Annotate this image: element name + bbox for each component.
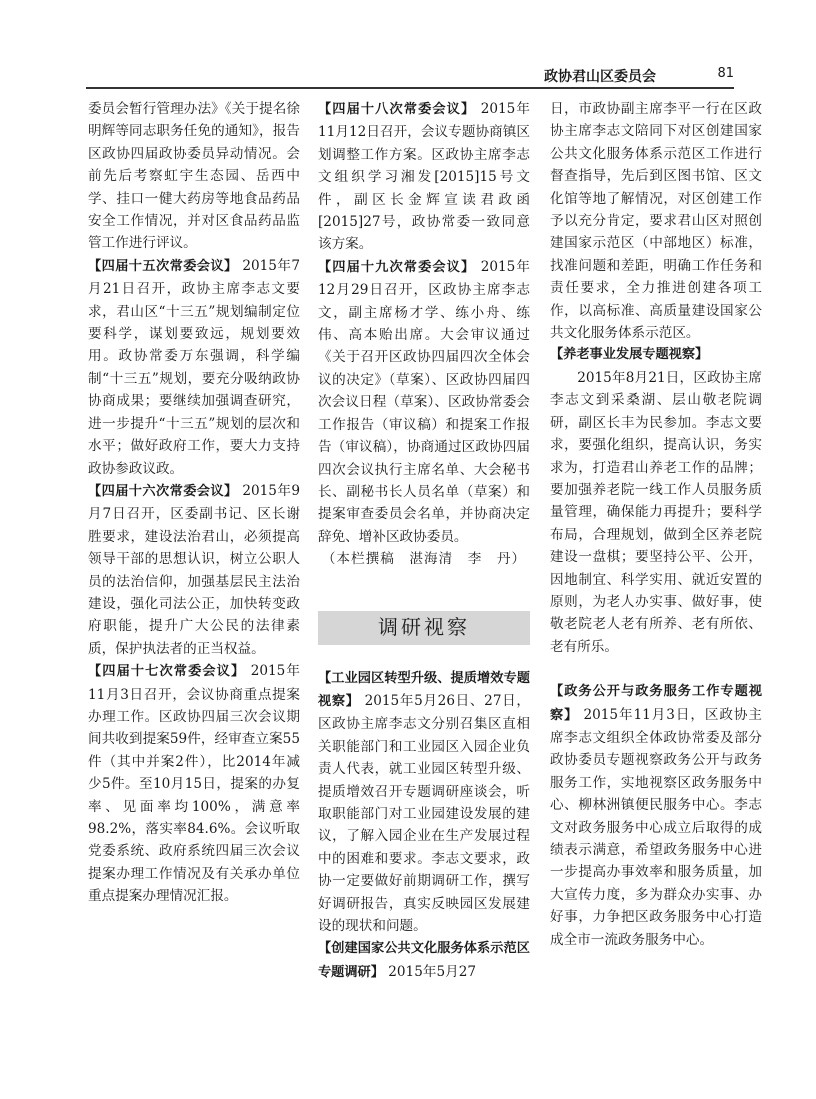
section-title: 调研视察 (318, 611, 530, 645)
article-item (88, 480, 300, 660)
item-text: 2015年5月26日、27日，区政协主席李志文分别召集区直相关职能部门和工业园区入园企业负责人代表，就工业园区转型升级、提质增效召开专题调研座谈会，听取职能部门对工业园建设发展的建议，了解入园企业在生产发展过程中的困难和要求。李志文要求，政协一定要做好前期调研工作，撰写好调研报告，真实反映园区发展建设的现状和问题。 (318, 692, 530, 934)
item-heading: 【四届十九次常委会议】 (318, 259, 476, 275)
column-right (550, 98, 762, 951)
article-item (318, 98, 530, 256)
item-text: 2015年8月21日，区政协主席李志文到采桑湖、层山敬老院调研，副区长丰为民参加。李志文要求，要强化组织，提高认识，务实求为，打造君山养老工作的品牌；要加强养老院一线工作人员服务质量管理，确保能力再提升；要科学布局，合理规划，做到全区养老院建设一盘棋；要坚持公平、公开，因地制宜、科学实用、就近安置的原则，为老人办实事、做好事，使敬老院老人老有所养、老有所依、老有所乐。 (550, 369, 762, 655)
page-number: 81 (717, 66, 734, 81)
article-item (318, 937, 530, 984)
item-heading: 【四届十八次常委会议】 (318, 102, 476, 117)
item-text: 2015年11月12日召开，会议专题协商镇区划调整工作方案。区政协主席李志文组织学习湘发[2015]15号文件，副区长金辉宣读君政函[2015]27号，政协常委一致同意该方案。 (318, 101, 530, 253)
author-credit: （本栏撰稿 湛海清 李 丹） (321, 551, 527, 568)
article-item (88, 660, 300, 907)
item-heading: 【四届十六次常委会议】 (88, 483, 238, 499)
intro-paragraph: 委员会暂行管理办法》《关于提名徐明辉等同志职务任免的通知》，报告区政协四届政协委员异动情况。会前先后考察虹宇生态园、岳西中学、挂口一健大药房等地食品药品安全工作情况，并对区食品药品监管工作进行评议。 (88, 101, 300, 252)
item-text: 2015年11月3日召开，会议协商重点提案办理工作。区政协四届三次会议期间共收到提案59件，经审查立案55件（其中并案2件），比2014年减少5件。至10月15日，提案的办复率、见面率均100%，满意率98.2%，落实率84.6%。会议听取党委系统、政府系统四届三次会议提案办理工作情况及有关承办单位重点提案办理情况汇报。 (88, 663, 300, 905)
page-header (86, 62, 734, 84)
item-heading: 【工业园区转型升级、提质增效专题视察】 (318, 670, 530, 709)
item-heading: 【政务公开与政务服务工作专题视察】 (550, 684, 762, 723)
article-item (550, 680, 762, 951)
running-title: 政协君山区委员会 (544, 69, 656, 85)
item-heading: 【四届十五次常委会议】 (88, 258, 238, 274)
column-middle (318, 98, 530, 984)
article-item (318, 667, 530, 938)
article-item (88, 255, 300, 480)
item-text: 2015年5月27 (383, 963, 476, 980)
header-rule (86, 87, 734, 89)
item-text: 2015年9月7日召开，区委副书记、区长谢胜要求，建设法治君山，必须提高领导干部的思想认识，树立公职人员的法治信仰，加强基层民主法治建设，强化司法公正，加快转变政府职能，提升广大公民的法律素质，保护执法者的正当权益。 (88, 482, 300, 657)
continuation-paragraph: 日，市政协副主席李平一行在区政协主席李志文陪同下对区创建国家公共文化服务体系示范区工作进行督查指导，先后到区图书馆、区文化馆等地了解情况，对区创建工作予以充分肯定，要求君山区对照创建国家示范区（中部地区）标准，找准问题和差距，明确工作任务和责任要求，全力推进创建各项工作，以高标准、高质量建设国家公共文化服务体系示范区。 (550, 101, 762, 342)
item-text: 2015年12月29日召开，区政协主席李志文，副主席杨才学、练小舟、练伟、高本贻出席。大会审议通过《关于召开区政协四届四次全体会议的决定》（草案）、区政协四届四次会议日程（草案）、区政协常委会工作报告（审议稿）和提案工作报告（审议稿），协商通过区政协四届四次会议执行主席名单、大会秘书长、副秘书长人员名单（草案）和提案审查委员会名单，并协商决定辞免、增补区政协委员。 (318, 258, 530, 545)
column-left (88, 98, 300, 908)
item-heading: 【四届十七次常委会议】 (88, 664, 246, 680)
item-text: 2015年11月3日，区政协主席李志文组织全体政协常委及部分政协委员专题视察政务公开与政务服务工作，实地视察区政务服务中心、柳林洲镇便民服务中心。李志文对政务服务中心成立后取得的成绩表示满意，希望政务服务中心进一步提高办事效率和服务质量，加大宣传力度，多为群众办实事、办好事，力争把区政务服务中心打造成全市一流政务服务中心。 (550, 706, 762, 948)
article-item (550, 344, 762, 658)
item-heading: 【创建国家公共文化服务体系示范区专题调研】 (318, 941, 530, 980)
item-text: 2015年7月21日召开，政协主席李志文要求，君山区“十三五”规划编制定位要科学，谋划要致远，规划要效用。政协常委万东强调，科学编制“十三五”规划，要充分吸纳政协协商成果；要继续加强调查研究，进一步提升“十三五”规划的层次和水平；做好政府工作，要大力支持政协参政议政。 (88, 257, 300, 477)
article-item (318, 256, 530, 548)
item-heading: 【养老事业发展专题视察】 (550, 347, 709, 363)
